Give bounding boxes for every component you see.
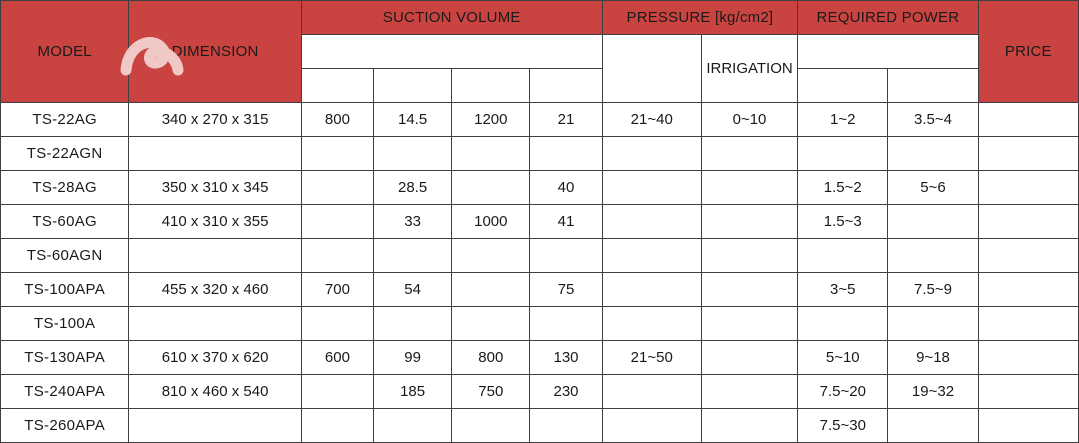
cell-power-1: [798, 137, 888, 171]
cell-pressure: [602, 307, 701, 341]
cell-suction-4: 75: [530, 273, 602, 307]
cell-suction-4: [530, 239, 602, 273]
cell-suction-3: 1000: [452, 205, 530, 239]
cell-pressure: [602, 239, 701, 273]
cell-model: TS-60AG: [1, 205, 129, 239]
table-row: [1, 341, 1079, 375]
cell-suction-2: 14.5: [374, 103, 452, 137]
cell-power-1: 3~5: [798, 273, 888, 307]
cell-suction-1: [301, 171, 373, 205]
cell-model: TS-100A: [1, 307, 129, 341]
table-row: [1, 171, 1079, 205]
cell-power-1: 1~2: [798, 103, 888, 137]
cell-power-2: [888, 409, 978, 443]
cell-power-1: [798, 239, 888, 273]
cell-power-1: 7.5~20: [798, 375, 888, 409]
header-pressure: PRESSURE [kg/cm2]: [602, 1, 798, 35]
cell-suction-2: [374, 137, 452, 171]
cell-dimension: 455 x 320 x 460: [129, 273, 301, 307]
table-row: [1, 409, 1079, 443]
cell-irrigation: [701, 273, 797, 307]
cell-irrigation: 0~10: [701, 103, 797, 137]
cell-suction-3: 800: [452, 341, 530, 375]
header-required-power: REQUIRED POWER: [798, 1, 978, 35]
header-dimension: DIMENSION: [129, 1, 301, 103]
cell-suction-1: [301, 375, 373, 409]
cell-dimension: 350 x 310 x 345: [129, 171, 301, 205]
cell-suction-1: 600: [301, 341, 373, 375]
cell-power-2: [888, 137, 978, 171]
cell-dimension: 810 x 460 x 540: [129, 375, 301, 409]
cell-model: TS-22AG: [1, 103, 129, 137]
cell-suction-2: 54: [374, 273, 452, 307]
cell-suction-1: [301, 409, 373, 443]
cell-suction-3: [452, 307, 530, 341]
cell-power-1: [798, 307, 888, 341]
cell-irrigation: [701, 375, 797, 409]
cell-suction-4: 230: [530, 375, 602, 409]
cell-model: TS-260APA: [1, 409, 129, 443]
cell-model: TS-240APA: [1, 375, 129, 409]
cell-model: TS-28AG: [1, 171, 129, 205]
cell-dimension: 410 x 310 x 355: [129, 205, 301, 239]
cell-power-2: 3.5~4: [888, 103, 978, 137]
cell-price: [978, 205, 1078, 239]
subheader-pressure-blank: [602, 35, 701, 103]
cell-suction-3: [452, 273, 530, 307]
cell-irrigation: [701, 341, 797, 375]
table-row: [1, 239, 1079, 273]
cell-price: [978, 137, 1078, 171]
cell-pressure: [602, 409, 701, 443]
cell-pressure: [602, 375, 701, 409]
cell-suction-4: 21: [530, 103, 602, 137]
cell-suction-3: 750: [452, 375, 530, 409]
cell-power-1: 1.5~3: [798, 205, 888, 239]
cell-pressure: [602, 137, 701, 171]
table-row: [1, 205, 1079, 239]
cell-suction-2: 99: [374, 341, 452, 375]
cell-power-1: 1.5~2: [798, 171, 888, 205]
cell-irrigation: [701, 307, 797, 341]
cell-model: TS-22AGN: [1, 137, 129, 171]
cell-suction-2: 185: [374, 375, 452, 409]
cell-power-1: 5~10: [798, 341, 888, 375]
cell-power-2: 19~32: [888, 375, 978, 409]
cell-irrigation: [701, 239, 797, 273]
cell-suction-4: 40: [530, 171, 602, 205]
cell-price: [978, 171, 1078, 205]
subheader-power-2: [888, 69, 978, 103]
subheader-irrigation: IRRIGATION: [701, 35, 797, 103]
cell-suction-1: [301, 137, 373, 171]
table-row: [1, 103, 1079, 137]
cell-suction-1: 700: [301, 273, 373, 307]
cell-power-2: 5~6: [888, 171, 978, 205]
cell-suction-4: [530, 307, 602, 341]
cell-suction-2: [374, 239, 452, 273]
subheader-suction-blank: [301, 35, 602, 69]
cell-power-2: 7.5~9: [888, 273, 978, 307]
cell-price: [978, 103, 1078, 137]
cell-suction-1: [301, 239, 373, 273]
table-row: [1, 375, 1079, 409]
cell-power-2: [888, 205, 978, 239]
cell-model: TS-60AGN: [1, 239, 129, 273]
cell-suction-3: [452, 137, 530, 171]
cell-pressure: [602, 205, 701, 239]
cell-irrigation: [701, 409, 797, 443]
table-row: [1, 273, 1079, 307]
header-suction-volume: SUCTION VOLUME: [301, 1, 602, 35]
cell-suction-1: [301, 205, 373, 239]
cell-price: [978, 409, 1078, 443]
header-model: MODEL: [1, 1, 129, 103]
cell-pressure: [602, 171, 701, 205]
cell-power-1: 7.5~30: [798, 409, 888, 443]
cell-dimension: [129, 307, 301, 341]
cell-suction-2: 28.5: [374, 171, 452, 205]
cell-suction-1: 800: [301, 103, 373, 137]
cell-dimension: 610 x 370 x 620: [129, 341, 301, 375]
cell-irrigation: [701, 205, 797, 239]
subheader-power-1: [798, 69, 888, 103]
cell-suction-4: [530, 409, 602, 443]
cell-price: [978, 239, 1078, 273]
cell-dimension: [129, 137, 301, 171]
subheader-power-blank: [798, 35, 978, 69]
table-header-row: [1, 1, 1079, 35]
cell-dimension: [129, 409, 301, 443]
table-row: [1, 307, 1079, 341]
cell-power-2: 9~18: [888, 341, 978, 375]
cell-suction-2: [374, 409, 452, 443]
cell-model: TS-130APA: [1, 341, 129, 375]
cell-price: [978, 307, 1078, 341]
subheader-suction-3: [452, 69, 530, 103]
cell-suction-3: [452, 239, 530, 273]
cell-power-2: [888, 307, 978, 341]
table-row: [1, 137, 1079, 171]
cell-price: [978, 375, 1078, 409]
cell-irrigation: [701, 137, 797, 171]
cell-dimension: [129, 239, 301, 273]
cell-pressure: 21~50: [602, 341, 701, 375]
cell-irrigation: [701, 171, 797, 205]
cell-suction-3: 1200: [452, 103, 530, 137]
cell-pressure: [602, 273, 701, 307]
cell-suction-1: [301, 307, 373, 341]
cell-suction-4: 130: [530, 341, 602, 375]
cell-suction-3: [452, 409, 530, 443]
cell-suction-4: 41: [530, 205, 602, 239]
cell-suction-2: 33: [374, 205, 452, 239]
subheader-suction-4: [530, 69, 602, 103]
table-body: [1, 103, 1079, 443]
cell-suction-4: [530, 137, 602, 171]
cell-dimension: 340 x 270 x 315: [129, 103, 301, 137]
cell-model: TS-100APA: [1, 273, 129, 307]
subheader-suction-1: [301, 69, 373, 103]
cell-power-2: [888, 239, 978, 273]
header-price: PRICE: [978, 1, 1078, 103]
cell-suction-3: [452, 171, 530, 205]
cell-pressure: 21~40: [602, 103, 701, 137]
cell-suction-2: [374, 307, 452, 341]
cell-price: [978, 341, 1078, 375]
subheader-suction-2: [374, 69, 452, 103]
cell-price: [978, 273, 1078, 307]
